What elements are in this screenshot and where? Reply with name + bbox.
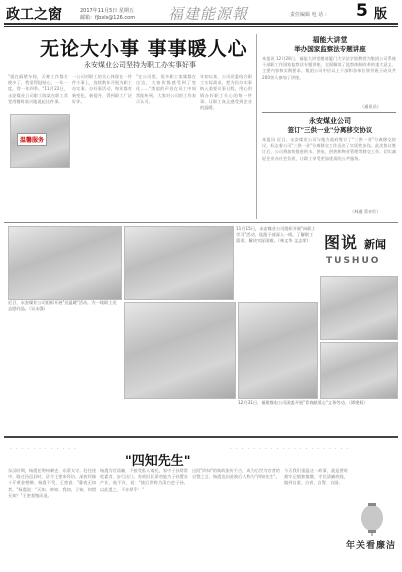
page-number: 5 [356, 1, 368, 21]
caption-right: 12月31日，福建煤电公司团委开展"青春献爱心"义务劳动。（谭建权） [238, 400, 368, 405]
photo-center [124, 302, 236, 399]
caption-top: 11月15日，永安煤业公司组织开展"向职工学习"活动，选派干部深入一线，了解职工需求，解决实际困难。（林文华 文志荣） [236, 226, 316, 243]
tushuo-cn-2: 新闻 [364, 238, 386, 251]
right-top-title: 福能大讲堂 [312, 36, 348, 44]
main-article-col-2: 一公司对职工的关心体现在一件件小事上，连续数年开展为职工办实事、办好事活动，每年都有新变化、新提升，得到职工广泛好评。 [72, 74, 132, 104]
caption-left: 近日，永安煤业公司组织开展"送温暖"活动，为一线职工送去慰问品。（吴永强） [8, 300, 117, 311]
main-article-col-1: "就在隔壁车间，天寒工作都方便多了，我觉得挺贴心，一年一度，得一年四季。"11月22日，永安煤业公司职工陈某在职工食堂用餐时高兴地说起这件事。 [8, 74, 68, 104]
bottom-article-title: "四知先生" [125, 454, 191, 469]
photo-sign-text: 温馨服务 [17, 133, 47, 146]
right-mid-title: 永安煤业公司 [309, 117, 351, 125]
page-ban: 版 [374, 7, 388, 22]
main-article-title: 无论大小事 事事暖人心 [40, 38, 248, 60]
bottom-col-1: 东汉时期，杨震任荆州刺史、东莱太守。赴任途中，路过昌邑县时，县令王密来拜访，深夜怀揣十斤黄金相赠。杨震不受，王密说："暮夜无知者。"杨震说："天知、神知、我知、子知，何谓无知？"王密羞愧而退。 [8, 468, 96, 498]
main-article-col-4: 年初以来，公司党委结合职工实际需求，把为民办实事纳入重要议事日程，用心用情办好职工关心的每一件事，让职工真正感受到企业的温暖。 [200, 74, 252, 111]
photo-band-top-rule [4, 222, 398, 223]
right-top-body: 本报讯 12月28日，福能大讲堂邀请厦门大学法学院教授为集团公司系统干部职工作国家监察法专题讲座，全面解读了监察体制改革的重大意义、主要内容和实践要求。集团公司中层以上干部和各单位领导班子成员共200余人参加了讲座。 [262, 56, 396, 80]
photo-left [8, 226, 122, 300]
column-divider [256, 34, 257, 219]
photo-right [320, 342, 398, 399]
masthead: 福建能源報 [168, 5, 249, 23]
bottom-col-3: 这段"四知"的典故流传千古，成为后世为官者的自警之言。杨震也因此被后人称为"四知先生"。 [192, 468, 280, 480]
section-title: 政工之窗 [6, 7, 62, 23]
side-label: 年关看廉洁 [345, 541, 396, 551]
title-ornament-left: · · · · · · · · · · · · [10, 446, 77, 453]
right-mid-subtitle: 签订"三供一业"分离移交协议 [287, 126, 373, 134]
contact-line: 责任编辑 电 话 ： [290, 12, 330, 18]
title-ornament-right: · · · · · · · · · · · · · · · · · · · · · [230, 446, 350, 453]
bottom-col-2: 杨震为官清廉，不接受私人请托，家中子孙常常吃素食、步行出门。有故旧长辈劝他为子孙置办产业，他不肯，说："使后世称为清白吏子孙，以此遗之，不亦厚乎！" [100, 468, 188, 492]
email: 邮箱：fjbxls@126.com [80, 15, 136, 21]
photo-top-center [124, 226, 234, 300]
main-article-subtitle: 永安煤业公司坚持为职工办实事好事 [84, 61, 196, 69]
photo-center-right [238, 302, 318, 399]
bottom-rule [4, 436, 398, 438]
right-divider [262, 112, 396, 113]
right-mid-byline: （林通 蔡亦红） [350, 209, 381, 214]
main-article-photo [10, 114, 70, 168]
header-rule [4, 23, 398, 25]
tushuo-badge [320, 228, 398, 274]
lantern-illustration [352, 498, 392, 536]
right-top-byline: （通讯员） [360, 104, 381, 109]
header-rule-thin [4, 26, 398, 27]
tushuo-cn: 图说 [324, 233, 359, 252]
right-mid-body: 本报讯 近日，永安煤业公司与地方政府签订了"三供一业"分离移交协议，标志着公司"三供一业"分离移交工作迈出了实质性步伐。此次协议签订后，公司将加快推进供水、供电、供热和物业管理等移交工作，切实减轻企业办社会负担，让职工享受更加优质的公共服务。 [262, 137, 396, 161]
main-article-col-3: "在公司里，很多职工家属都在这边，大家伙都感受到了变化……"类似的声音在员工中间常能听到，大家对公司的工作表示认可。 [136, 74, 196, 104]
photo-right-top [320, 276, 398, 340]
bottom-col-4: 今天我们重温这一故事，就是要时刻牢记慎独慎微，守住清廉底线，做到自重、自省、自警、自励。 [284, 468, 348, 486]
tushuo-en: TUSHUO [326, 256, 381, 266]
right-top-subtitle: 举办国家监察法专题讲座 [294, 45, 366, 53]
issue-date: 2017年11月5日 星期五 [80, 8, 134, 14]
